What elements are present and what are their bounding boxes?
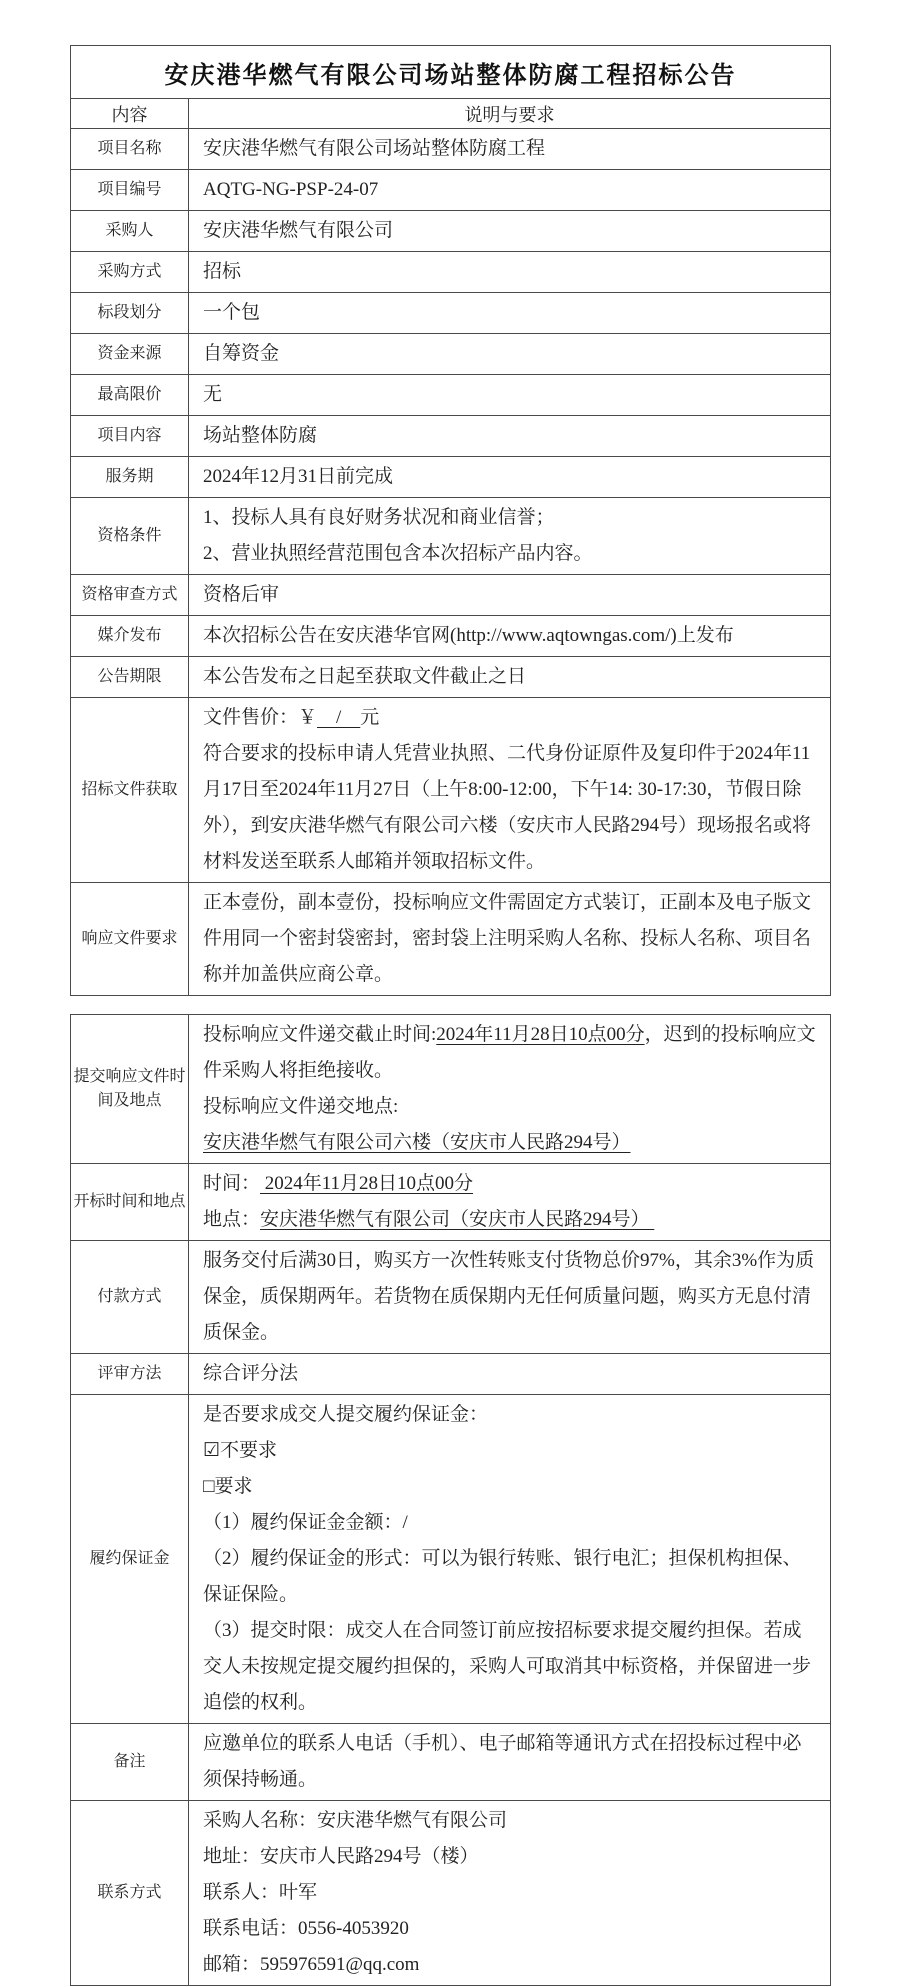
title-row (71, 46, 831, 99)
text-segment: 文件售价：￥ (203, 707, 318, 728)
text-line (203, 1505, 818, 1541)
text-segment: 元 (360, 707, 380, 728)
table-row-payment-method (71, 1241, 831, 1354)
row-value-project-content (189, 416, 831, 457)
header-row (71, 99, 831, 129)
text-line (203, 1356, 818, 1392)
table-row-procurement-method (71, 252, 831, 293)
table-row-announcement-period (71, 657, 831, 698)
table-row-qualification-review-method (71, 575, 831, 616)
table-row-performance-bond (71, 1395, 831, 1724)
row-value-response-document-requirements (189, 883, 831, 996)
text-line (203, 1541, 818, 1613)
text-segment: / (317, 707, 361, 728)
row-label-lot-division: 标段划分 (71, 293, 189, 334)
header-col-content: 内容 (71, 99, 189, 129)
text-line (203, 885, 818, 993)
row-value-announcement-period (189, 657, 831, 698)
text-line (203, 377, 818, 413)
text-segment: 无 (203, 384, 223, 405)
table-row-service-period (71, 457, 831, 498)
text-line (203, 577, 818, 613)
row-label-media-release: 媒介发布 (71, 616, 189, 657)
row-label-purchaser: 采购人 (71, 211, 189, 252)
text-segment: 招标 (203, 261, 242, 282)
text-segment: 本公告发布之日起至获取文件截止之日 (203, 666, 527, 687)
text-line (203, 1243, 818, 1351)
text-segment: 安庆港华燃气有限公司 (203, 220, 394, 241)
text-segment: 自筹资金 (203, 343, 280, 364)
text-segment: （3）提交时限：成交人在合同签订前应按招标要求提交履约担保。若成交人未按规定提交履约担保的，采购人可取消其中标资格，并保留进一步追偿的权利。 (203, 1620, 812, 1713)
row-label-qualification-review-method: 资格审查方式 (71, 575, 189, 616)
text-line (203, 336, 818, 372)
text-segment: （2）履约保证金的形式：可以为银行转账、银行电汇；担保机构担保、保证保险。 (203, 1548, 802, 1605)
row-value-bid-opening-time-and-place (189, 1164, 831, 1241)
table-row-evaluation-method (71, 1354, 831, 1395)
checkbox-unchecked-icon: □ (203, 1476, 215, 1497)
text-segment: 2、营业执照经营范围包含本次招标产品内容。 (203, 543, 593, 564)
table-row-contact-info (71, 1801, 831, 1986)
row-label-service-period: 服务期 (71, 457, 189, 498)
text-segment: 是否要求成交人提交履约保证金： (203, 1404, 489, 1425)
text-segment: 投标响应文件递交地点: (203, 1096, 399, 1117)
text-line (203, 418, 818, 454)
row-label-max-price-limit: 最高限价 (71, 375, 189, 416)
row-label-funding-source: 资金来源 (71, 334, 189, 375)
table-row-purchaser (71, 211, 831, 252)
table-row-response-document-requirements (71, 883, 831, 996)
row-value-procurement-method (189, 252, 831, 293)
text-segment: 场站整体防腐 (203, 425, 318, 446)
announcement-table-2 (70, 1014, 831, 1986)
text-segment: 采购人名称：安庆港华燃气有限公司 (203, 1810, 508, 1831)
text-line (203, 1469, 818, 1505)
row-value-funding-source (189, 334, 831, 375)
table-row-project-content (71, 416, 831, 457)
text-segment: 本次招标公告在安庆港华官网(http://www.aqtowngas.com/)上发布 (203, 625, 734, 646)
text-line (203, 536, 818, 572)
table-row-bid-opening-time-and-place (71, 1164, 831, 1241)
text-segment: 2024年11月28日10点00分 (436, 1024, 645, 1045)
checkbox-checked-icon: ☑ (203, 1440, 221, 1461)
text-line (203, 1433, 818, 1469)
text-line (203, 1397, 818, 1433)
row-value-submission-time-and-place (189, 1015, 831, 1164)
text-line (203, 459, 818, 495)
text-segment: 正本壹份，副本壹份，投标响应文件需固定方式装订，正副本及电子版文件用同一个密封袋密封，密封袋上注明采购人名称、投标人名称、项目名称并加盖供应商公章。 (203, 892, 812, 985)
row-value-payment-method (189, 1241, 831, 1354)
row-value-contact-info (189, 1801, 831, 1986)
row-value-qualification-review-method (189, 575, 831, 616)
text-segment: 应邀单位的联系人电话（手机）、电子邮箱等通讯方式在招投标过程中必须保持畅通。 (203, 1733, 802, 1790)
text-segment: 综合评分法 (203, 1363, 299, 1384)
text-line (203, 1947, 818, 1983)
row-label-remarks: 备注 (71, 1724, 189, 1801)
row-label-project-number: 项目编号 (71, 170, 189, 211)
page-title: 安庆港华燃气有限公司场站整体防腐工程招标公告 (71, 46, 831, 99)
text-line (203, 1202, 818, 1238)
text-segment: 2024年12月31日前完成 (203, 466, 394, 487)
text-segment: （1）履约保证金金额：/ (203, 1512, 408, 1533)
row-value-service-period (189, 457, 831, 498)
text-line (203, 618, 818, 654)
row-value-media-release (189, 616, 831, 657)
row-label-submission-time-and-place: 提交响应文件时间及地点 (71, 1015, 189, 1164)
row-value-lot-division (189, 293, 831, 334)
text-segment: 1、投标人具有良好财务状况和商业信誉； (203, 507, 555, 528)
table-row-max-price-limit (71, 375, 831, 416)
table-row-submission-time-and-place (71, 1015, 831, 1164)
text-line (203, 1803, 818, 1839)
table-row-media-release (71, 616, 831, 657)
text-segment: 地点： (203, 1209, 261, 1230)
table-row-lot-division (71, 293, 831, 334)
table-2-body (71, 1015, 831, 1986)
text-line (203, 172, 818, 208)
text-segment: 邮箱：595976591@qq.com (203, 1954, 420, 1975)
table-row-project-name (71, 129, 831, 170)
text-line (203, 1089, 818, 1161)
row-value-qualification-conditions (189, 498, 831, 575)
text-line (203, 254, 818, 290)
row-value-project-name (189, 129, 831, 170)
text-segment: 2024年11月28日10点00分 (260, 1173, 474, 1194)
row-value-remarks (189, 1724, 831, 1801)
table-row-funding-source (71, 334, 831, 375)
text-line (203, 736, 818, 880)
text-segment: 联系电话：0556-4053920 (203, 1918, 409, 1939)
text-segment: 一个包 (203, 302, 261, 323)
text-segment: 投标响应文件递交截止时间: (203, 1024, 437, 1045)
table-row-bid-document-acquisition (71, 698, 831, 883)
row-label-project-name: 项目名称 (71, 129, 189, 170)
text-line (203, 1166, 818, 1202)
row-value-project-number (189, 170, 831, 211)
row-label-procurement-method: 采购方式 (71, 252, 189, 293)
text-line (203, 295, 818, 331)
text-segment: 联系人：叶军 (203, 1882, 318, 1903)
row-label-payment-method: 付款方式 (71, 1241, 189, 1354)
text-line (203, 213, 818, 249)
text-line (203, 1613, 818, 1721)
text-segment: 时间： (203, 1173, 261, 1194)
text-segment: 要求 (214, 1476, 253, 1497)
row-label-evaluation-method: 评审方法 (71, 1354, 189, 1395)
row-value-max-price-limit (189, 375, 831, 416)
table-row-project-number (71, 170, 831, 211)
text-line (203, 1839, 818, 1875)
table-row-qualification-conditions (71, 498, 831, 575)
text-segment: 符合要求的投标申请人凭营业执照、二代身份证原件及复印件于2024年11月17日至2024年11月27日（上午8:00-12:00，下午14: 30-17:30，节假日除外），到安庆港华燃气有限公司六楼（安庆市人民路294号）现场报名或将材料发送至联系人邮箱并领取招标文件。 (203, 743, 812, 872)
text-segment: ，迟到的投标响应文件采购人将拒绝接收。 (203, 1024, 816, 1081)
text-line (203, 1017, 818, 1089)
row-label-bid-document-acquisition: 招标文件获取 (71, 698, 189, 883)
text-line (203, 500, 818, 536)
text-line (203, 131, 818, 167)
text-segment: 不要求 (220, 1440, 278, 1461)
announcement-table-1 (70, 45, 831, 996)
row-label-project-content: 项目内容 (71, 416, 189, 457)
text-segment: 安庆港华燃气有限公司场站整体防腐工程 (203, 138, 546, 159)
table-gap (70, 996, 831, 1014)
text-segment: 地址：安庆市人民路294号（楼） (203, 1846, 479, 1867)
table-1-body (71, 46, 831, 996)
header-col-description: 说明与要求 (189, 99, 831, 129)
text-line (203, 700, 818, 736)
row-value-performance-bond (189, 1395, 831, 1724)
row-value-purchaser (189, 211, 831, 252)
text-line (203, 659, 818, 695)
row-label-qualification-conditions: 资格条件 (71, 498, 189, 575)
row-label-bid-opening-time-and-place: 开标时间和地点 (71, 1164, 189, 1241)
text-line (203, 1875, 818, 1911)
row-value-bid-document-acquisition (189, 698, 831, 883)
row-label-announcement-period: 公告期限 (71, 657, 189, 698)
row-label-contact-info: 联系方式 (71, 1801, 189, 1986)
row-label-response-document-requirements: 响应文件要求 (71, 883, 189, 996)
row-value-evaluation-method (189, 1354, 831, 1395)
text-line (203, 1726, 818, 1798)
row-label-performance-bond: 履约保证金 (71, 1395, 189, 1724)
table-row-remarks (71, 1724, 831, 1801)
text-segment: 安庆港华燃气有限公司六楼（安庆市人民路294号） (203, 1132, 631, 1153)
text-line (203, 1911, 818, 1947)
text-segment: 资格后审 (203, 584, 280, 605)
text-segment: AQTG-NG-PSP-24-07 (203, 179, 379, 200)
text-segment: 服务交付后满30日，购买方一次性转账支付货物总价97%，其余3%作为质保金，质保期两年。若货物在质保期内无任何质量问题，购买方无息付清质保金。 (203, 1250, 815, 1343)
text-segment: 安庆港华燃气有限公司（安庆市人民路294号） (260, 1209, 655, 1230)
